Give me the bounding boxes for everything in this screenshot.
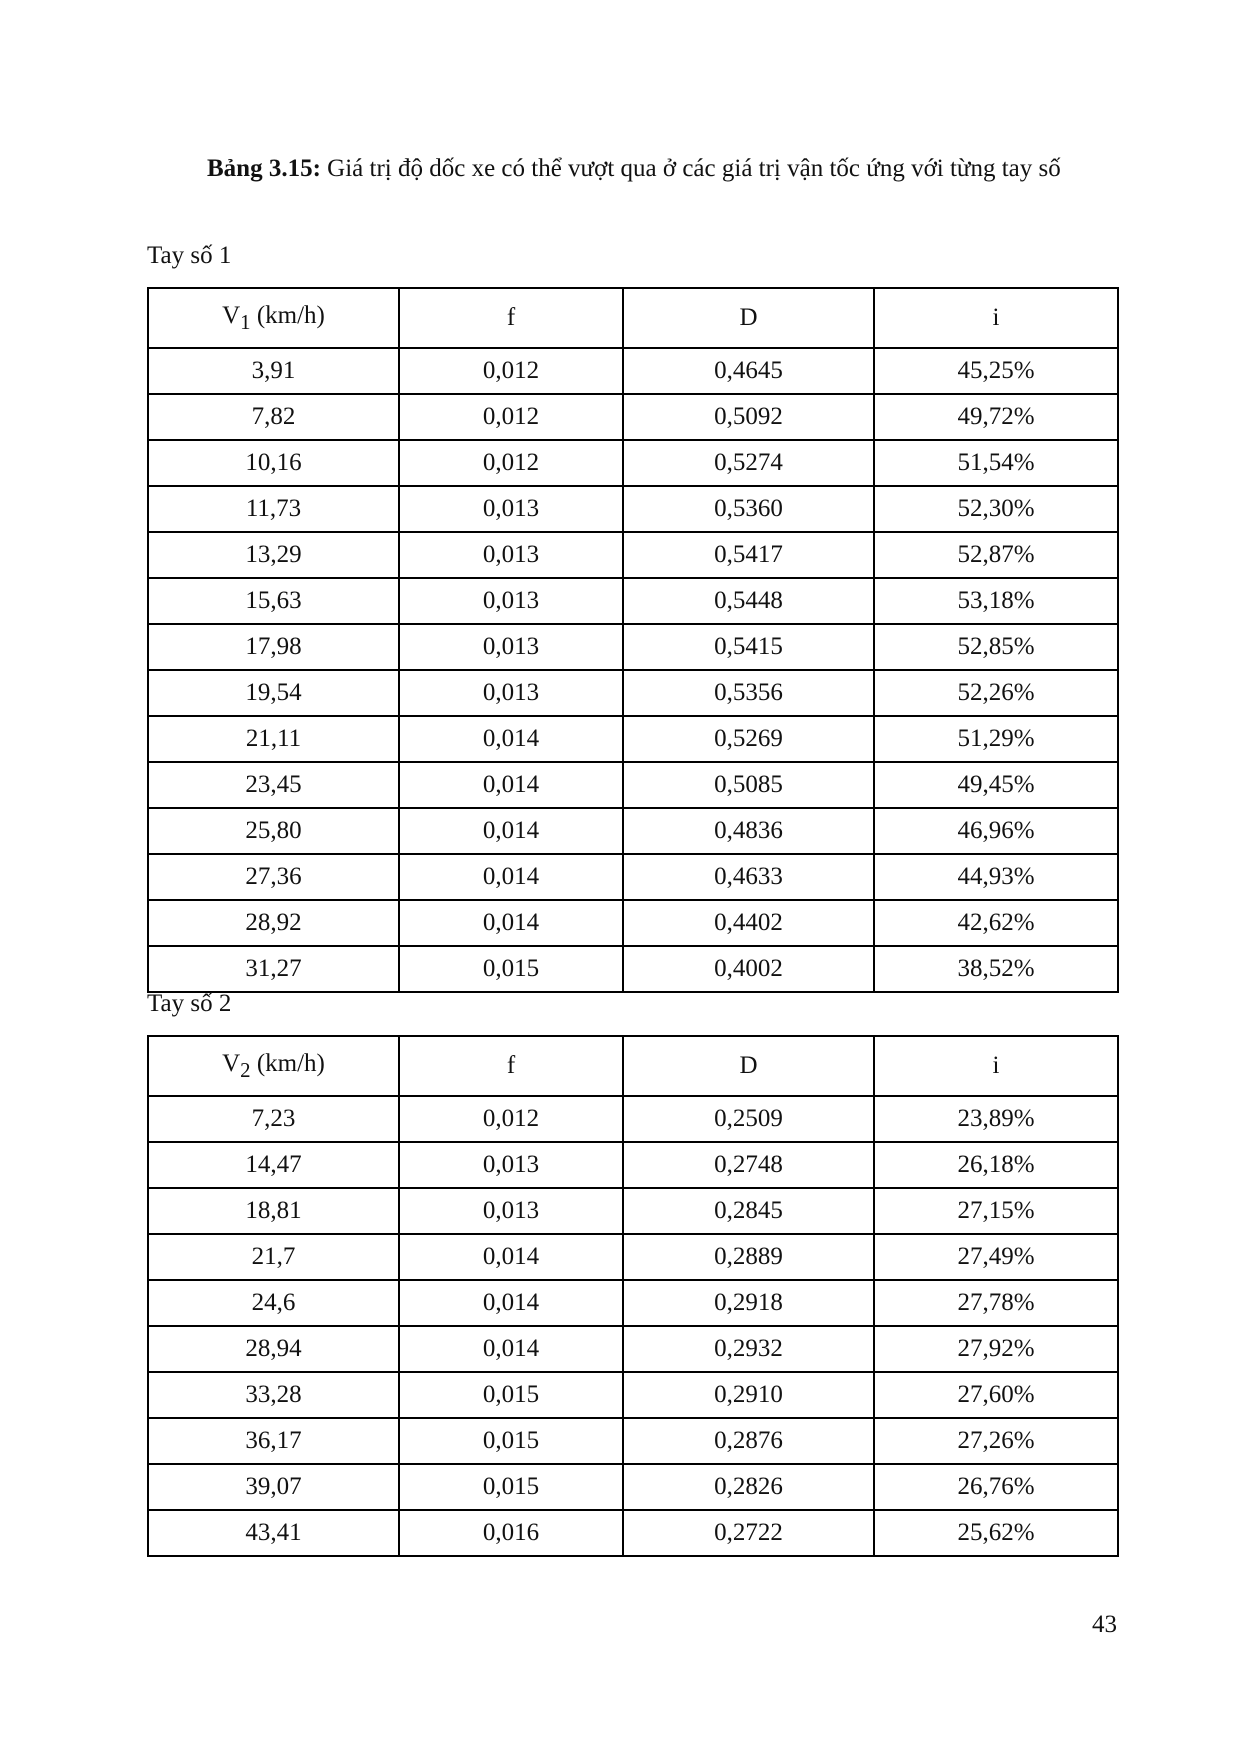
cell-f: 0,013	[399, 532, 623, 578]
table-row	[148, 808, 1118, 854]
cell-velocity: 43,41	[148, 1510, 399, 1556]
cell-d: 0,5085	[623, 762, 874, 808]
cell-f: 0,014	[399, 808, 623, 854]
cell-f: 0,014	[399, 716, 623, 762]
cell-d: 0,2889	[623, 1234, 874, 1280]
cell-f: 0,012	[399, 1096, 623, 1142]
cell-velocity: 28,94	[148, 1326, 399, 1372]
cell-f: 0,014	[399, 854, 623, 900]
table-row	[148, 716, 1118, 762]
cell-i: 45,25%	[874, 348, 1118, 394]
header-velocity	[148, 1036, 399, 1096]
cell-velocity: 17,98	[148, 624, 399, 670]
cell-f: 0,013	[399, 578, 623, 624]
cell-velocity: 13,29	[148, 532, 399, 578]
cell-i: 52,87%	[874, 532, 1118, 578]
cell-f: 0,014	[399, 1234, 623, 1280]
cell-velocity: 15,63	[148, 578, 399, 624]
cell-velocity: 28,92	[148, 900, 399, 946]
cell-i: 46,96%	[874, 808, 1118, 854]
header-i: i	[874, 1036, 1118, 1096]
cell-i: 27,78%	[874, 1280, 1118, 1326]
cell-i: 53,18%	[874, 578, 1118, 624]
cell-i: 44,93%	[874, 854, 1118, 900]
cell-velocity: 7,82	[148, 394, 399, 440]
cell-i: 52,85%	[874, 624, 1118, 670]
table-row	[148, 440, 1118, 486]
header-f: f	[399, 1036, 623, 1096]
cell-d: 0,4633	[623, 854, 874, 900]
table-row	[148, 1142, 1118, 1188]
cell-d: 0,4645	[623, 348, 874, 394]
cell-f: 0,013	[399, 1188, 623, 1234]
cell-d: 0,5092	[623, 394, 874, 440]
cell-d: 0,5360	[623, 486, 874, 532]
cell-velocity: 7,23	[148, 1096, 399, 1142]
table-row	[148, 1096, 1118, 1142]
table-row	[148, 1188, 1118, 1234]
cell-velocity: 21,11	[148, 716, 399, 762]
header-velocity-unit: (km/h)	[250, 301, 325, 329]
speed-grade-table-gear-1	[147, 287, 1119, 993]
cell-f: 0,015	[399, 946, 623, 992]
table-row	[148, 578, 1118, 624]
table-row	[148, 900, 1118, 946]
table-row	[148, 1326, 1118, 1372]
cell-d: 0,5356	[623, 670, 874, 716]
cell-d: 0,4402	[623, 900, 874, 946]
header-velocity-subscript: 2	[240, 1057, 251, 1082]
cell-f: 0,016	[399, 1510, 623, 1556]
cell-i: 42,62%	[874, 900, 1118, 946]
table-row	[148, 624, 1118, 670]
cell-velocity: 10,16	[148, 440, 399, 486]
header-velocity-symbol: V	[222, 301, 241, 329]
cell-i: 27,49%	[874, 1234, 1118, 1280]
cell-f: 0,014	[399, 762, 623, 808]
cell-i: 25,62%	[874, 1510, 1118, 1556]
header-i: i	[874, 288, 1118, 348]
cell-i: 27,15%	[874, 1188, 1118, 1234]
cell-velocity: 3,91	[148, 348, 399, 394]
header-velocity-subscript: 1	[240, 309, 251, 334]
table-row	[148, 1372, 1118, 1418]
header-velocity-unit: (km/h)	[250, 1049, 325, 1077]
cell-f: 0,013	[399, 670, 623, 716]
cell-velocity: 14,47	[148, 1142, 399, 1188]
cell-f: 0,015	[399, 1372, 623, 1418]
table-row	[148, 486, 1118, 532]
table-row	[148, 762, 1118, 808]
table-row	[148, 1280, 1118, 1326]
cell-velocity: 25,80	[148, 808, 399, 854]
cell-i: 51,54%	[874, 440, 1118, 486]
cell-velocity: 36,17	[148, 1418, 399, 1464]
cell-f: 0,013	[399, 486, 623, 532]
table-body	[148, 1096, 1118, 1556]
cell-d: 0,2722	[623, 1510, 874, 1556]
cell-d: 0,5417	[623, 532, 874, 578]
cell-i: 51,29%	[874, 716, 1118, 762]
cell-d: 0,2826	[623, 1464, 874, 1510]
cell-d: 0,2748	[623, 1142, 874, 1188]
table-caption	[147, 146, 1117, 191]
table-row	[148, 670, 1118, 716]
table-row	[148, 1234, 1118, 1280]
cell-velocity: 19,54	[148, 670, 399, 716]
cell-d: 0,5269	[623, 716, 874, 762]
cell-velocity: 23,45	[148, 762, 399, 808]
table-body	[148, 348, 1118, 992]
cell-d: 0,5448	[623, 578, 874, 624]
cell-i: 26,18%	[874, 1142, 1118, 1188]
speed-grade-table-gear-2	[147, 1035, 1119, 1557]
table-row	[148, 1510, 1118, 1556]
cell-velocity: 24,6	[148, 1280, 399, 1326]
caption-label: Bảng 3.15:	[207, 155, 321, 182]
cell-f: 0,014	[399, 1326, 623, 1372]
table-row	[148, 1464, 1118, 1510]
cell-velocity: 39,07	[148, 1464, 399, 1510]
cell-i: 27,92%	[874, 1326, 1118, 1372]
table-row	[148, 532, 1118, 578]
cell-i: 52,30%	[874, 486, 1118, 532]
cell-i: 52,26%	[874, 670, 1118, 716]
header-velocity-symbol: V	[222, 1049, 241, 1077]
cell-f: 0,012	[399, 348, 623, 394]
cell-d: 0,5274	[623, 440, 874, 486]
cell-d: 0,2932	[623, 1326, 874, 1372]
table-row	[148, 946, 1118, 992]
header-velocity	[148, 288, 399, 348]
header-d: D	[623, 1036, 874, 1096]
cell-velocity: 11,73	[148, 486, 399, 532]
cell-f: 0,012	[399, 394, 623, 440]
cell-velocity: 31,27	[148, 946, 399, 992]
page-number: 43	[1092, 1611, 1117, 1638]
cell-d: 0,4002	[623, 946, 874, 992]
table-row	[148, 1418, 1118, 1464]
section-label-gear-1: Tay số 1	[147, 242, 232, 269]
cell-i: 49,72%	[874, 394, 1118, 440]
cell-f: 0,014	[399, 900, 623, 946]
cell-d: 0,2876	[623, 1418, 874, 1464]
cell-d: 0,4836	[623, 808, 874, 854]
cell-velocity: 21,7	[148, 1234, 399, 1280]
table-row	[148, 854, 1118, 900]
header-d: D	[623, 288, 874, 348]
caption-text: Giá trị độ dốc xe có thể vượt qua ở các giá trị vận tốc ứng với từng tay số	[320, 155, 1061, 182]
cell-i: 26,76%	[874, 1464, 1118, 1510]
cell-f: 0,013	[399, 624, 623, 670]
table-row	[148, 394, 1118, 440]
cell-d: 0,2845	[623, 1188, 874, 1234]
cell-velocity: 27,36	[148, 854, 399, 900]
cell-velocity: 18,81	[148, 1188, 399, 1234]
cell-d: 0,2910	[623, 1372, 874, 1418]
cell-f: 0,015	[399, 1464, 623, 1510]
cell-i: 23,89%	[874, 1096, 1118, 1142]
cell-i: 27,60%	[874, 1372, 1118, 1418]
cell-velocity: 33,28	[148, 1372, 399, 1418]
cell-i: 38,52%	[874, 946, 1118, 992]
header-f: f	[399, 288, 623, 348]
table-row	[148, 348, 1118, 394]
table-header-row	[148, 1036, 1118, 1096]
cell-f: 0,013	[399, 1142, 623, 1188]
cell-f: 0,015	[399, 1418, 623, 1464]
cell-i: 49,45%	[874, 762, 1118, 808]
cell-f: 0,014	[399, 1280, 623, 1326]
section-label-gear-2: Tay số 2	[147, 990, 232, 1017]
cell-d: 0,5415	[623, 624, 874, 670]
cell-i: 27,26%	[874, 1418, 1118, 1464]
table-header-row	[148, 288, 1118, 348]
cell-d: 0,2509	[623, 1096, 874, 1142]
cell-d: 0,2918	[623, 1280, 874, 1326]
cell-f: 0,012	[399, 440, 623, 486]
